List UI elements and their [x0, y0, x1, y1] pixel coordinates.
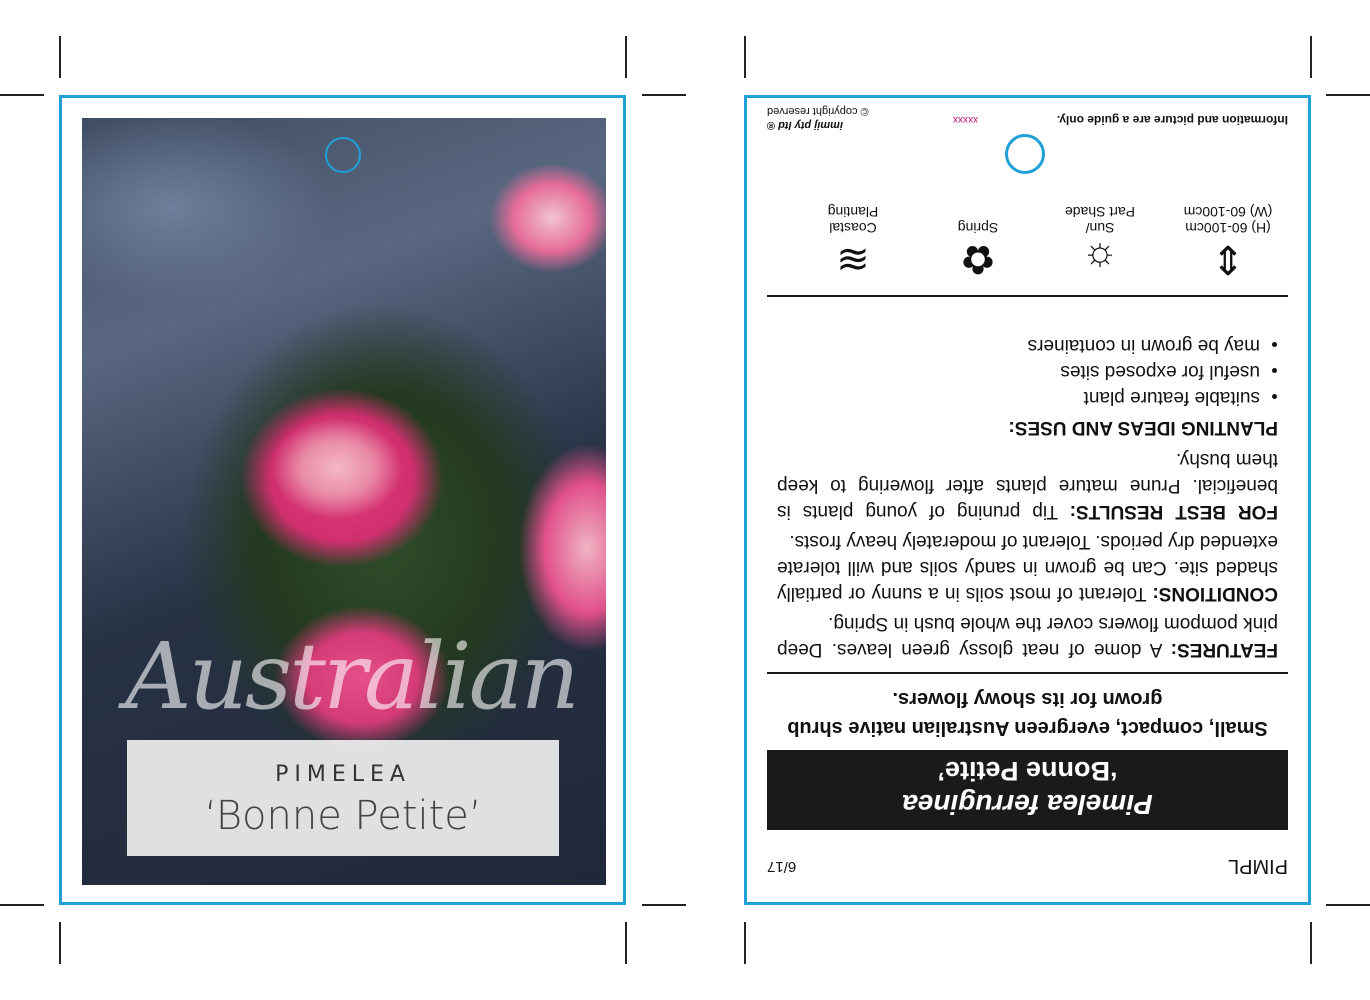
- crop-mark: [744, 36, 746, 78]
- hang-hole: [325, 137, 361, 173]
- conditions-text: Tolerant of most soils in a sunny or partially shaded site. Can be grown in sandy soils and will tolerate extended dry periods. Tolerant of moderately heavy frosts.: [777, 531, 1278, 604]
- icon-row: [767, 202, 1288, 282]
- coastal-waves-icon: ≋: [836, 237, 870, 281]
- conditions-paragraph: [777, 528, 1278, 606]
- code-row: [767, 847, 1288, 877]
- print-date: 6/17: [767, 858, 797, 875]
- sun-label: Sun/ Part Shade: [1064, 204, 1136, 236]
- size-info: [1168, 204, 1288, 282]
- flowering-label: Spring: [957, 220, 999, 236]
- crop-mark: [0, 94, 44, 96]
- cultivar-name: ‘Bonne Petite’: [204, 793, 482, 839]
- features-label: FEATURES:: [1170, 639, 1278, 660]
- copyright: © copyright reserved: [767, 105, 869, 117]
- crop-mark: [642, 94, 686, 96]
- company-credit: [767, 104, 869, 132]
- crop-mark: [1310, 922, 1312, 964]
- uses-list: [777, 332, 1278, 410]
- flowering-info: [918, 220, 1038, 282]
- company-name: immij pty ltd ®: [767, 119, 843, 131]
- crop-mark: [1310, 36, 1312, 78]
- crop-mark: [0, 904, 44, 906]
- coastal-info: [793, 204, 913, 282]
- features-paragraph: [777, 610, 1278, 662]
- flower-icon: ✿: [961, 237, 995, 281]
- cultivar-title: ‘Bonne Petite’: [937, 756, 1118, 786]
- divider: [767, 672, 1288, 674]
- print-mark: xxxxx: [953, 114, 978, 125]
- product-code: PIMPL: [1227, 855, 1288, 877]
- label-front: [59, 95, 626, 905]
- hang-hole: [1005, 134, 1045, 174]
- best-results-text: Tip pruning of young plants is beneficial. Prune mature plants after flowering to keep them bushy.: [777, 449, 1278, 522]
- list-item: • useful for exposed sites: [777, 358, 1260, 384]
- crop-mark: [642, 904, 686, 906]
- divider: [767, 295, 1288, 297]
- best-results-label: FOR BEST RESULTS:: [1069, 501, 1278, 522]
- crop-mark: [625, 36, 627, 78]
- genus-name: PIMELEA: [275, 762, 411, 787]
- summary: Small, compact, evergreen Australian native shrub grown for its showy flowers.: [787, 688, 1268, 739]
- description: [777, 332, 1278, 662]
- coastal-label: Coastal Planting: [827, 204, 879, 236]
- height-width-icon: ⇕: [1211, 237, 1245, 281]
- back-content: [747, 98, 1308, 902]
- uses-title: PLANTING IDEAS AND USES:: [1008, 417, 1278, 438]
- botanical-name: Pimelea ferruginea: [902, 789, 1153, 820]
- label-back: [744, 95, 1311, 905]
- crop-mark: [59, 36, 61, 78]
- crop-mark: [1326, 904, 1370, 906]
- sun-info: [1040, 204, 1160, 282]
- list-item: • suitable feature plant: [777, 384, 1260, 410]
- conditions-label: CONDITIONS:: [1152, 583, 1278, 604]
- best-results-paragraph: [777, 446, 1278, 524]
- plant-photo: [82, 118, 606, 885]
- crop-mark: [625, 922, 627, 964]
- sun-part-shade-icon: ☼: [1081, 237, 1119, 281]
- list-item: • may be grown in containers: [777, 332, 1260, 358]
- title-bar: [767, 750, 1288, 830]
- name-box: [127, 740, 559, 856]
- disclaimer: Information and picture are a guide only.: [1056, 113, 1288, 127]
- australian-script: Australian: [125, 623, 577, 730]
- crop-mark: [59, 922, 61, 964]
- features-text: A dome of neat glossy green leaves. Deep pink pompom flowers cover the whole bush in Spring.: [777, 613, 1278, 660]
- crop-mark: [1326, 94, 1370, 96]
- crop-mark: [744, 922, 746, 964]
- size-label: (H) 60-100cm (W) 60-100cm: [1183, 204, 1273, 236]
